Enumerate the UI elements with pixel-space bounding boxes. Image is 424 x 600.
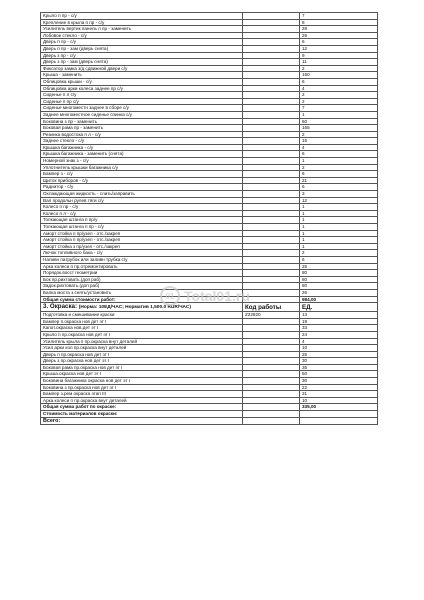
estimate-table <box>40 12 378 425</box>
row-name: Аморт стойка п пр/узел - отс./закреп <box>41 230 243 237</box>
grand-total-value <box>300 417 378 424</box>
row-name: Лючок топливного бака - с/у <box>41 250 243 257</box>
row-code <box>243 351 300 358</box>
subtotal-paint-row <box>41 404 378 411</box>
row-name: Балка моста з.снять/установить <box>41 289 243 296</box>
row-name: Боковина з пр - заменить <box>41 118 243 125</box>
row-code <box>243 26 300 33</box>
row-name: Усилитель крыла п пр.окраска внут деталей <box>41 338 243 345</box>
table-row <box>41 177 378 184</box>
table-row <box>41 250 378 257</box>
row-code <box>243 345 300 352</box>
table-row <box>41 65 378 72</box>
subtotal-paint-label: Общая сумма работ по окраске: <box>41 404 243 411</box>
row-value: 4 <box>300 338 378 345</box>
row-code <box>243 151 300 158</box>
table-row <box>41 270 378 277</box>
row-name: Боковая рама пр - заменить <box>41 125 243 132</box>
table-row <box>41 378 378 385</box>
row-code <box>243 144 300 151</box>
row-value: 10 <box>300 345 378 352</box>
table-row <box>41 397 378 404</box>
table-row <box>41 230 378 237</box>
row-value: 1 <box>300 230 378 237</box>
table-row <box>41 243 378 250</box>
row-name: Боковая рама пр.окраска нов дет эт I <box>41 364 243 371</box>
row-value: 1 <box>300 210 378 217</box>
row-value: 1 <box>300 243 378 250</box>
table-row <box>41 125 378 132</box>
row-code <box>243 283 300 290</box>
row-value: 4 <box>300 85 378 92</box>
row-value: 165 <box>300 125 378 132</box>
row-value: 1 <box>300 158 378 165</box>
row-name: Арка колеси п пр.окраска внут деталей <box>41 397 243 404</box>
row-code <box>243 171 300 178</box>
row-name: Вал продольн рулев тяги с/у <box>41 197 243 204</box>
table-row <box>41 78 378 85</box>
row-value: 25 <box>300 263 378 270</box>
watermark-logo-icon: 01 <box>160 286 180 306</box>
table-row <box>41 312 378 319</box>
units-column-header: ЕД. <box>300 303 378 312</box>
table-row <box>41 263 378 270</box>
row-value: 2 <box>300 92 378 99</box>
subtotal-works-label: Общая сумма стоимости работ: <box>41 296 243 303</box>
row-value: 80 <box>300 270 378 277</box>
row-value: 6 <box>300 184 378 191</box>
table-row <box>41 331 378 338</box>
row-code <box>243 237 300 244</box>
row-code <box>243 256 300 263</box>
row-value: 22 <box>300 384 378 391</box>
row-name: Колесо п пр - с/у <box>41 204 243 211</box>
table-row <box>41 204 378 211</box>
row-name: Крыша - заменить <box>41 72 243 79</box>
row-name: Сиденье п л с/у <box>41 92 243 99</box>
row-name: Дверь п пр - с/у <box>41 39 243 46</box>
row-name: Бампер п.окраска нов дет эт I <box>41 318 243 325</box>
row-code <box>243 224 300 231</box>
materials-cost-label: Стоимость материалов окраски: <box>41 411 243 418</box>
row-name: Крыло п пр.окраска нов дет эт I <box>41 331 243 338</box>
row-name: Сиденье многоместн заднее в сборе с/у <box>41 105 243 112</box>
row-name: Сиденье п пр с/у <box>41 98 243 105</box>
row-name: Охлаждающая жидкость - слить/заправить <box>41 191 243 198</box>
row-value: 10 <box>300 397 378 404</box>
row-name: Аморт стойка з пр/узел - отс./закреп <box>41 243 243 250</box>
table-row <box>41 138 378 145</box>
table-row <box>41 45 378 52</box>
row-name: Аморт стойка п пр/узел - отс./закреп <box>41 237 243 244</box>
row-name: Заднее многоместное сиденье спинка с/у <box>41 111 243 118</box>
row-name: Крепление в крыла п пр - с/у <box>41 19 243 26</box>
row-value: 2 <box>300 250 378 257</box>
row-value: 30 <box>300 358 378 365</box>
row-value: 31 <box>300 391 378 398</box>
row-value: 35 <box>300 364 378 371</box>
row-value: 7 <box>300 13 378 20</box>
row-name: Порядок.восст геометрии <box>41 270 243 277</box>
row-value: 30 <box>300 378 378 385</box>
row-name: Бок пр.рихтовать.(доп раб) <box>41 276 243 283</box>
row-value: 6 <box>300 256 378 263</box>
row-name: Дверь п пр.окраска нов дет эт I <box>41 351 243 358</box>
table-row <box>41 256 378 263</box>
table-row <box>41 151 378 158</box>
row-name: Крыло п пр - с/у <box>41 13 243 20</box>
row-code <box>243 263 300 270</box>
row-code <box>243 177 300 184</box>
table-row <box>41 118 378 125</box>
row-value: 24 <box>300 331 378 338</box>
row-value: 25 <box>300 351 378 358</box>
row-name: Усил арки кол пр.окраска внут деталей <box>41 345 243 352</box>
subtotal-paint-value: 335,00 <box>300 404 378 411</box>
row-name: Номерной знак з - с/у <box>41 158 243 165</box>
row-name: Бампер з.рем окраска этап III <box>41 391 243 398</box>
row-code <box>243 158 300 165</box>
row-name: Щиток приборов - с/у <box>41 177 243 184</box>
row-code <box>243 397 300 404</box>
row-value: 6 <box>300 39 378 46</box>
row-name: Дверь з пр - зам (дверь снята) <box>41 59 243 66</box>
row-value: 2 <box>300 98 378 105</box>
table-row <box>41 26 378 33</box>
row-code <box>243 164 300 171</box>
row-name: Фиксатор замка з/д сдвижной двери с/у <box>41 65 243 72</box>
row-value: 15 <box>300 138 378 145</box>
table-row <box>41 237 378 244</box>
table-row <box>41 144 378 151</box>
table-row <box>41 131 378 138</box>
row-name: Дверь п пр - зам (дверь снята) <box>41 45 243 52</box>
row-code <box>243 105 300 112</box>
row-name: Бампер з - с/у <box>41 171 243 178</box>
row-value: 2 <box>300 65 378 72</box>
row-value: 4 <box>300 144 378 151</box>
row-value: 3 <box>300 191 378 198</box>
row-code <box>243 92 300 99</box>
table-row <box>41 224 378 231</box>
watermark-text: Total01.ru <box>184 288 250 304</box>
row-code <box>243 184 300 191</box>
table-row <box>41 32 378 39</box>
site-watermark <box>160 286 250 306</box>
table-row <box>41 210 378 217</box>
row-value: 2 <box>300 131 378 138</box>
table-row <box>41 345 378 352</box>
row-name: Колесо п л - с/у <box>41 210 243 217</box>
row-code <box>243 59 300 66</box>
row-code <box>243 276 300 283</box>
grand-total-row <box>41 417 378 424</box>
row-name: Задок.рихтовать.(доп раб) <box>41 283 243 290</box>
row-value: 80 <box>300 283 378 290</box>
row-code <box>243 230 300 237</box>
section-3-title: 3. Окраска: (Норма: 10ЕД/ЧАС; Норматив 1,500.0 RUR/ЧАС) <box>41 303 243 312</box>
row-value: 6 <box>300 151 378 158</box>
code-column-header: Код работы <box>243 303 300 312</box>
row-name: Резинка водостока п л - с/у <box>41 131 243 138</box>
row-code <box>243 391 300 398</box>
table-row <box>41 85 378 92</box>
row-code <box>243 331 300 338</box>
row-name: Облицовка арки колеса заднее пр с/у <box>41 85 243 92</box>
materials-cost-value <box>300 411 378 418</box>
table-row <box>41 39 378 46</box>
row-value: 80 <box>300 276 378 283</box>
row-code <box>243 318 300 325</box>
row-value: 7 <box>300 105 378 112</box>
row-value: 11 <box>300 59 378 66</box>
row-value: 60 <box>300 118 378 125</box>
row-code <box>243 210 300 217</box>
row-code <box>243 384 300 391</box>
table-row <box>41 52 378 59</box>
table-row <box>41 164 378 171</box>
row-value: 28 <box>300 26 378 33</box>
row-code <box>243 270 300 277</box>
row-code <box>243 364 300 371</box>
table-row <box>41 191 378 198</box>
row-code <box>243 358 300 365</box>
table-row <box>41 111 378 118</box>
row-code <box>243 243 300 250</box>
row-code <box>243 191 300 198</box>
repair-works-rows <box>41 13 378 297</box>
row-code <box>243 204 300 211</box>
table-row <box>41 197 378 204</box>
table-row <box>41 92 378 99</box>
table-row <box>41 184 378 191</box>
painting-rows <box>41 312 378 404</box>
row-value: 12 <box>300 45 378 52</box>
row-name: Боковина багажника окраска нов дет эт I <box>41 378 243 385</box>
row-name: Крышка багажника - заменить (снята) <box>41 151 243 158</box>
row-code <box>243 217 300 224</box>
row-value: 2 <box>300 164 378 171</box>
row-value: 12 <box>300 197 378 204</box>
table-row <box>41 98 378 105</box>
row-code <box>243 19 300 26</box>
row-name: Крыша.окраска нов дет эт I <box>41 371 243 378</box>
row-name: Крышка багажника - с/у <box>41 144 243 151</box>
table-row <box>41 276 378 283</box>
table-row <box>41 72 378 79</box>
table-row <box>41 217 378 224</box>
table-row <box>41 325 378 332</box>
estimate-sheet <box>40 12 377 425</box>
row-code <box>243 338 300 345</box>
row-value: 1 <box>300 237 378 244</box>
row-value: 19 <box>300 318 378 325</box>
row-value: 1 <box>300 217 378 224</box>
row-name: Дверь з пр.окраска нов дет эт I <box>41 358 243 365</box>
row-code <box>243 13 300 20</box>
row-value: 1 <box>300 224 378 231</box>
table-row <box>41 59 378 66</box>
row-value: 150 <box>300 72 378 79</box>
row-code <box>243 131 300 138</box>
row-name: Арка колеси п пр.отремонтировать <box>41 263 243 270</box>
row-code <box>243 118 300 125</box>
table-row <box>41 19 378 26</box>
row-code <box>243 197 300 204</box>
row-code: Z22920 <box>243 312 300 319</box>
table-row <box>41 351 378 358</box>
table-row <box>41 358 378 365</box>
row-name: Капот.окраска нов.дет эт I <box>41 325 243 332</box>
row-code <box>243 289 300 296</box>
table-row <box>41 338 378 345</box>
row-value: 6 <box>300 78 378 85</box>
row-value: 26 <box>300 289 378 296</box>
table-row <box>41 371 378 378</box>
table-row <box>41 171 378 178</box>
row-value: 21 <box>300 177 378 184</box>
row-code <box>243 65 300 72</box>
row-code <box>243 72 300 79</box>
row-name: Толкающая штанга п пр/у <box>41 217 243 224</box>
row-code <box>243 125 300 132</box>
row-name: Боковина з пр.окраска нов дет эт I <box>41 384 243 391</box>
table-row <box>41 318 378 325</box>
row-code <box>243 52 300 59</box>
grand-total-label: Всего: <box>41 417 243 424</box>
row-name: Лобовое стекло - с/у <box>41 32 243 39</box>
row-name: Подготовка и смешивание краски <box>41 312 243 319</box>
materials-cost-row <box>41 411 378 418</box>
row-name: Усилитель вертик панель п пр - заменить <box>41 26 243 33</box>
table-row <box>41 384 378 391</box>
row-code <box>243 111 300 118</box>
row-value: 26 <box>300 32 378 39</box>
row-code <box>243 371 300 378</box>
subtotal-works-value: 984,00 <box>300 296 378 303</box>
table-row <box>41 391 378 398</box>
row-code <box>243 98 300 105</box>
row-value: 6 <box>300 171 378 178</box>
row-code <box>243 39 300 46</box>
row-code <box>243 250 300 257</box>
row-value: 8 <box>300 19 378 26</box>
row-value: 1 <box>300 111 378 118</box>
row-value: 13 <box>300 312 378 319</box>
table-row <box>41 105 378 112</box>
table-row <box>41 364 378 371</box>
row-value: 1 <box>300 204 378 211</box>
row-name: Дверь з пр - с/у <box>41 52 243 59</box>
row-code <box>243 78 300 85</box>
row-name: Толкающая штанга п пр - с/у <box>41 224 243 231</box>
table-row <box>41 13 378 20</box>
table-row <box>41 158 378 165</box>
row-code <box>243 378 300 385</box>
row-value: 33 <box>300 325 378 332</box>
row-name: Наливн патрубок или заливн трубка с/у <box>41 256 243 263</box>
row-code <box>243 325 300 332</box>
row-code <box>243 45 300 52</box>
row-code <box>243 138 300 145</box>
row-name: Заднее стекло - с/у <box>41 138 243 145</box>
row-code <box>243 32 300 39</box>
row-name: Уплотнитель крышки багажника с/у <box>41 164 243 171</box>
row-code <box>243 85 300 92</box>
row-value: 50 <box>300 371 378 378</box>
row-value: 9 <box>300 52 378 59</box>
row-name: Облицовка крыши - с/у <box>41 78 243 85</box>
row-name: Радиатор - с/у <box>41 184 243 191</box>
